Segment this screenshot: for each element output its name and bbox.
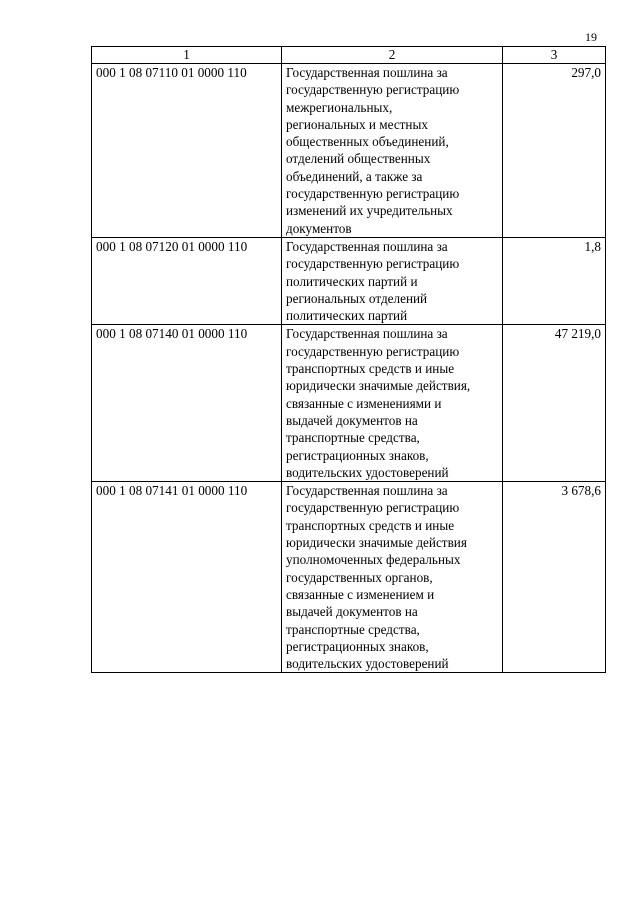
description-line: документов — [286, 220, 352, 236]
description-line: транспортных средств и иные — [286, 517, 455, 533]
description-line: государственную регистрацию — [286, 500, 460, 516]
description-line: государственную регистрацию — [286, 82, 460, 98]
description-line: регистрационных знаков, — [286, 638, 429, 654]
description-line: государственную регистрацию — [286, 343, 460, 359]
description-line: уполномоченных федеральных — [286, 552, 461, 568]
column-header-amount: 3 — [503, 47, 606, 64]
description-cell — [282, 325, 503, 482]
description-line: связанные с изменением и — [286, 586, 435, 602]
description-line: государственную регистрацию — [286, 256, 460, 272]
budget-code-cell: 000 1 08 07141 01 0000 110 — [92, 482, 282, 673]
amount-cell: 3 678,6 — [503, 482, 606, 673]
revenue-table — [91, 46, 606, 673]
description-line: юридически значимые действия, — [286, 378, 471, 394]
description-line: водительских удостоверений — [286, 656, 449, 672]
description-cell — [282, 482, 503, 673]
description-line: региональных и местных — [286, 116, 428, 132]
description-line: водительских удостоверений — [286, 464, 449, 480]
amount-cell: 1,8 — [503, 237, 606, 324]
table-row — [92, 325, 606, 482]
budget-code-cell: 000 1 08 07110 01 0000 110 — [92, 64, 282, 238]
description-cell — [282, 237, 503, 324]
description-line: транспортные средства, — [286, 430, 420, 446]
budget-code-cell: 000 1 08 07140 01 0000 110 — [92, 325, 282, 482]
table-row — [92, 237, 606, 324]
amount-cell: 47 219,0 — [503, 325, 606, 482]
description-line: межрегиональных, — [286, 99, 393, 115]
table-row — [92, 64, 606, 238]
description-line: общественных объединений, — [286, 134, 449, 150]
description-line: связанные с изменениями и — [286, 395, 442, 411]
description-line: отделений общественных — [286, 151, 431, 167]
table-row — [92, 482, 606, 673]
table-header-row — [92, 47, 606, 64]
description-line: политических партий — [286, 308, 408, 324]
description-line: выдачей документов на — [286, 412, 418, 428]
description-line: изменений их учредительных — [286, 203, 453, 219]
column-header-name: 2 — [282, 47, 503, 64]
budget-code-cell: 000 1 08 07120 01 0000 110 — [92, 237, 282, 324]
description-line: Государственная пошлина за — [286, 483, 448, 499]
description-line: транспортных средств и иные — [286, 361, 455, 377]
description-line: выдачей документов на — [286, 604, 418, 620]
description-line: регистрационных знаков, — [286, 447, 429, 463]
description-line: Государственная пошлина за — [286, 65, 448, 80]
description-line: транспортные средства, — [286, 621, 420, 637]
description-line: региональных отделений — [286, 290, 428, 306]
page-number: 19 — [585, 30, 597, 44]
table-body — [92, 64, 606, 673]
description-line: юридически значимые действия — [286, 535, 467, 551]
description-line: объединений, а также за — [286, 168, 423, 184]
amount-cell: 297,0 — [503, 64, 606, 238]
description-line: Государственная пошлина за — [286, 238, 448, 254]
description-line: политических партий и — [286, 273, 418, 289]
description-line: государственную регистрацию — [286, 186, 460, 202]
description-line: Государственная пошлина за — [286, 326, 448, 342]
description-cell — [282, 64, 503, 238]
column-header-code: 1 — [92, 47, 282, 64]
description-line: государственных органов, — [286, 569, 433, 585]
